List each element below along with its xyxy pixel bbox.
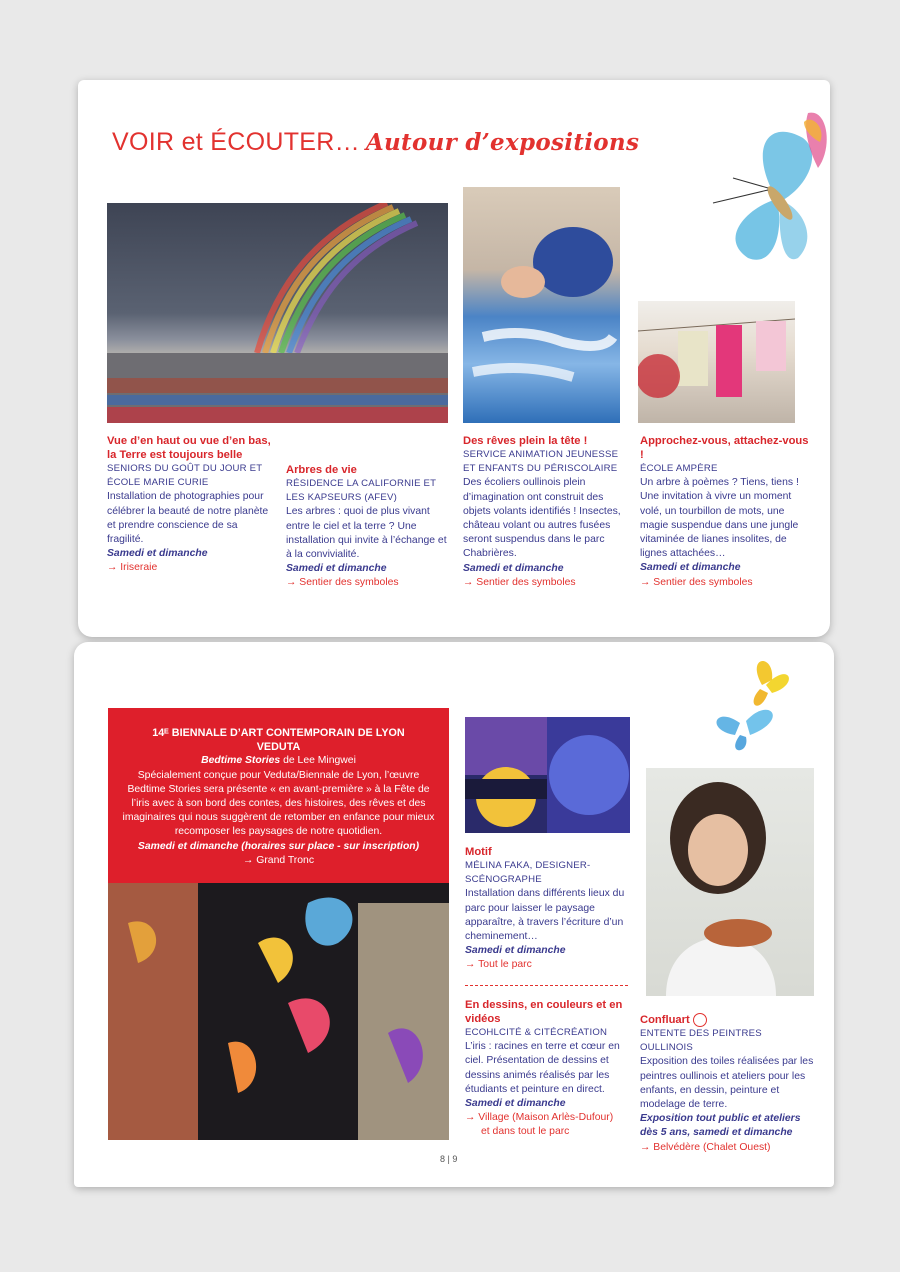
schedule: Samedi et dimanche: [640, 562, 741, 574]
location-extra: et dans tout le parc: [481, 1126, 570, 1138]
column-motif: [465, 845, 630, 973]
schedule: Samedi et dimanche: [107, 548, 208, 560]
fabric-photo: [108, 883, 449, 1140]
organizer: ÉCOLE AMPÈRE: [640, 463, 718, 474]
biennale-heading: 14ᴱ BIENNALE D’ART CONTEMPORAIN DE LYON: [152, 727, 405, 739]
description: Des écoliers oullinois plein d’imagination ont construit des objets volants identifiés ! Insectes, château volant ou autres fusées seront suspendus dans le parc Chabrières.: [463, 477, 621, 560]
location: → Village (Maison Arlès-Dufour): [465, 1112, 614, 1124]
description: Exposition des toiles réalisées par les peintres oullinois et ateliers pour les enfants, en dessin, peinture et modelage de terre.: [640, 1056, 814, 1111]
column-en-dessins: [465, 998, 630, 1140]
biennale-location: → Grand Tronc: [242, 854, 315, 866]
girl-clay-photo: [646, 768, 814, 996]
description: Installation dans différents lieux du parc pour laisser le paysage apparaître, à travers l’écriture d’un cheminement…: [465, 888, 625, 943]
location: → Sentier des symboles: [463, 576, 576, 588]
title-main: VOIR et ÉCOUTER…: [112, 128, 360, 156]
organizer: MÉLINA FAKA, DESIGNER-SCÉNOGRAPHE: [465, 860, 591, 886]
subtitle-rest: de Lee Mingwei: [280, 755, 356, 767]
section-divider: [465, 985, 628, 986]
location: → Iriseraie: [107, 562, 158, 574]
biennale-box: [108, 708, 449, 883]
biennale-schedule: Samedi et dimanche (horaires sur place - sur inscription): [137, 840, 420, 852]
heading: Arbres de vie: [286, 464, 357, 476]
organizer: SENIORS DU GOÛT DU JOUR ET ÉCOLE MARIE CURIE: [107, 463, 263, 489]
child-painting-photo: [463, 187, 620, 423]
column-confluart: [640, 1013, 815, 1155]
schedule: Samedi et dimanche: [463, 562, 564, 574]
schedule: Samedi et dimanche: [286, 563, 387, 575]
schedule: Samedi et dimanche: [465, 1098, 566, 1110]
heading-row: [640, 1013, 815, 1027]
page-numbers: 8 | 9: [440, 1154, 458, 1164]
motif-artwork: [465, 717, 630, 833]
organizer: SERVICE ANIMATION JEUNESSE ET ENFANTS DU PÉRISCOLAIRE: [463, 449, 619, 475]
heading: Approchez-vous, attachez-vous !: [640, 435, 809, 461]
heading: Confluart: [640, 1014, 690, 1026]
rainbow-city-photo: [107, 203, 448, 423]
heading: Des rêves plein la tête !: [463, 435, 588, 447]
column-approchez-vous: [640, 434, 810, 590]
organizer: ENTENTE DES PEINTRES OULLINOIS: [640, 1028, 762, 1054]
palette-icon: [693, 1013, 707, 1027]
title-script: Autour d’expositions: [365, 129, 640, 156]
subtitle-title: Bedtime Stories: [201, 755, 281, 767]
biennale-heading-veduta: VEDUTA: [256, 741, 301, 754]
schedule: Samedi et dimanche: [465, 945, 566, 957]
biennale-subtitle: [108, 754, 449, 768]
location: → Sentier des symboles: [640, 576, 753, 588]
column-vue-den-haut: [107, 434, 275, 576]
description: Un arbre à poèmes ? Tiens, tiens ! Une invitation à vivre un moment volé, un tourbillon de mots, une magie suspendue dans une jungle vitaminée de lianes insolites, de lignes attachées…: [640, 477, 799, 560]
location: → Belvédère (Chalet Ouest): [640, 1141, 771, 1153]
description: Les arbres : quoi de plus vivant entre le ciel et la terre ? Une installation qui invite à l’échange et à la convivialité.: [286, 506, 447, 561]
butterflies-illustration: [700, 655, 800, 755]
organizer: RÉSIDENCE LA CALIFORNIE ET LES KAPSEURS (AFEV): [286, 478, 437, 504]
location: → Tout le parc: [465, 959, 532, 971]
column-arbres-de-vie: [286, 463, 451, 591]
heading: Motif: [465, 846, 492, 858]
location: → Sentier des symboles: [286, 577, 399, 589]
organizer: ECOHLCITÉ & CITÉCRÉATION: [465, 1027, 608, 1038]
page-title: [112, 128, 639, 157]
poem-tree-photo: [638, 301, 795, 423]
heading: Vue d’en haut ou vue d’en bas, la Terre est toujours belle: [107, 435, 271, 461]
heading: En dessins, en couleurs et en vidéos: [465, 999, 623, 1025]
butterfly-illustration: [708, 108, 830, 276]
column-des-reves: [463, 434, 623, 590]
description: Installation de photographies pour célébrer la beauté de notre planète et prendre conscience de sa fragilité.: [107, 491, 269, 546]
schedule: Exposition tout public et ateliers dès 5 ans, samedi et dimanche: [640, 1113, 801, 1139]
description: L’iris : racines en terre et cœur en ciel. Présentation de dessins et dessins animés réalisés par les étudiants et peinture en direct.: [465, 1041, 620, 1095]
biennale-description: Spécialement conçue pour Veduta/Biennale de Lyon, l’œuvre Bedtime Stories sera présente « en avant-première » à la Fête de l’iris avec à son bord des contes, des histoires, des rêves et des imaginaires qui nous suggèrent de retomber en enfance pour mieux recomposer les paysages de notre quotidien.: [122, 769, 435, 838]
